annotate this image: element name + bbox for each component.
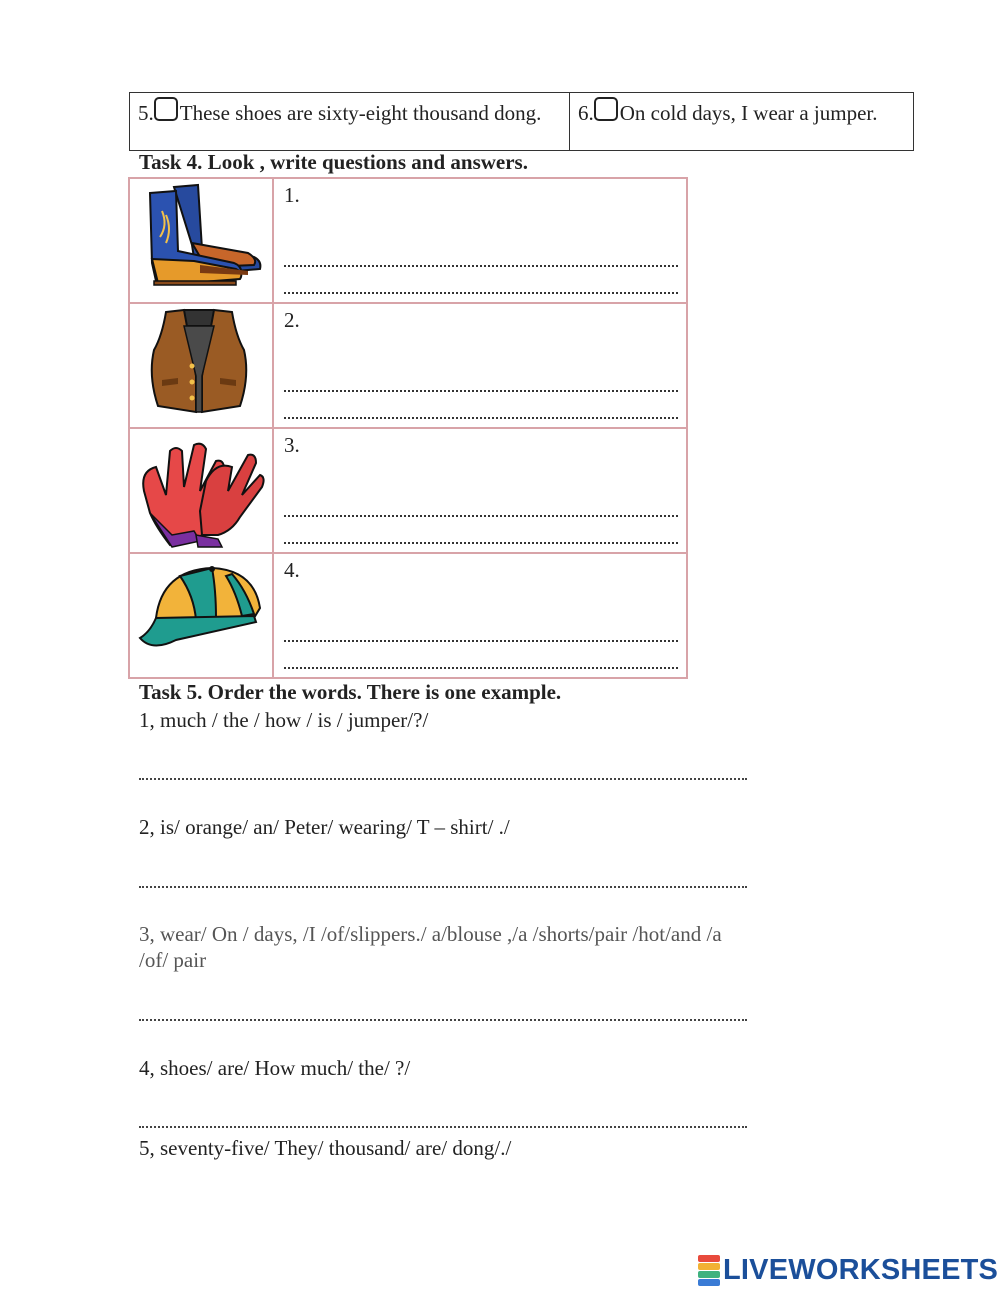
answer-line[interactable] <box>284 515 678 517</box>
cap-image <box>130 554 274 679</box>
answer-line[interactable] <box>284 390 678 392</box>
task4-heading: Task 4. Look , write questions and answers. <box>139 150 528 174</box>
sentence-cell-5 <box>130 93 570 150</box>
answer-line[interactable] <box>139 1019 747 1021</box>
task4-row <box>130 304 686 429</box>
sentence-text: On cold days, I wear a jumper. <box>619 101 878 125</box>
task5-heading: Task 5. Order the words. There is one example. <box>139 680 562 704</box>
item-number: 3. <box>284 433 300 457</box>
answer-line[interactable] <box>284 292 678 294</box>
answer-line[interactable] <box>284 667 678 669</box>
answer-cell[interactable] <box>274 554 686 679</box>
task4-table <box>128 177 688 679</box>
answer-line[interactable] <box>284 417 678 419</box>
answer-line[interactable] <box>139 886 747 888</box>
task4-row <box>130 429 686 554</box>
brand-icon <box>698 1255 720 1286</box>
cowboy-boots-image <box>130 179 274 302</box>
item-number: 6. <box>578 101 594 125</box>
answer-checkbox-6[interactable] <box>594 97 618 121</box>
task5-item-5: 5, seventy-five/ They/ thousand/ are/ dong/./ <box>139 1136 512 1160</box>
task4-row <box>130 554 686 679</box>
task4-row <box>130 179 686 304</box>
answer-cell[interactable] <box>274 429 686 552</box>
vest-image <box>130 304 274 427</box>
liveworksheets-logo <box>698 1254 998 1286</box>
task5-item-1: 1, much / the / how / is / jumper/?/ <box>139 708 429 732</box>
answer-line[interactable] <box>139 1126 747 1128</box>
answer-line[interactable] <box>284 640 678 642</box>
sentence-cell-6 <box>570 93 913 150</box>
task5-item-2: 2, is/ orange/ an/ Peter/ wearing/ T – shirt/ ./ <box>139 815 510 839</box>
answer-line[interactable] <box>284 542 678 544</box>
item-number: 5. <box>138 101 154 125</box>
sentence-text: These shoes are sixty-eight thousand dong. <box>179 101 542 125</box>
answer-cell[interactable] <box>274 179 686 302</box>
item-number: 4. <box>284 558 300 582</box>
brand-name: LIVEWORKSHEETS <box>723 1253 999 1286</box>
task5-item-3: 3, wear/ On / days, /I /of/slippers./ a/blouse ,/a /shorts/pair /hot/and /a <box>139 922 722 946</box>
answer-cell[interactable] <box>274 304 686 427</box>
answer-line[interactable] <box>139 778 747 780</box>
answer-checkbox-5[interactable] <box>154 97 178 121</box>
answer-line[interactable] <box>284 265 678 267</box>
task5-item-3-cont: /of/ pair <box>139 948 207 972</box>
item-number: 1. <box>284 183 300 207</box>
task5-item-4: 4, shoes/ are/ How much/ the/ ?/ <box>139 1056 411 1080</box>
item-number: 2. <box>284 308 300 332</box>
gloves-image <box>130 429 274 552</box>
sentence-table <box>129 92 914 151</box>
